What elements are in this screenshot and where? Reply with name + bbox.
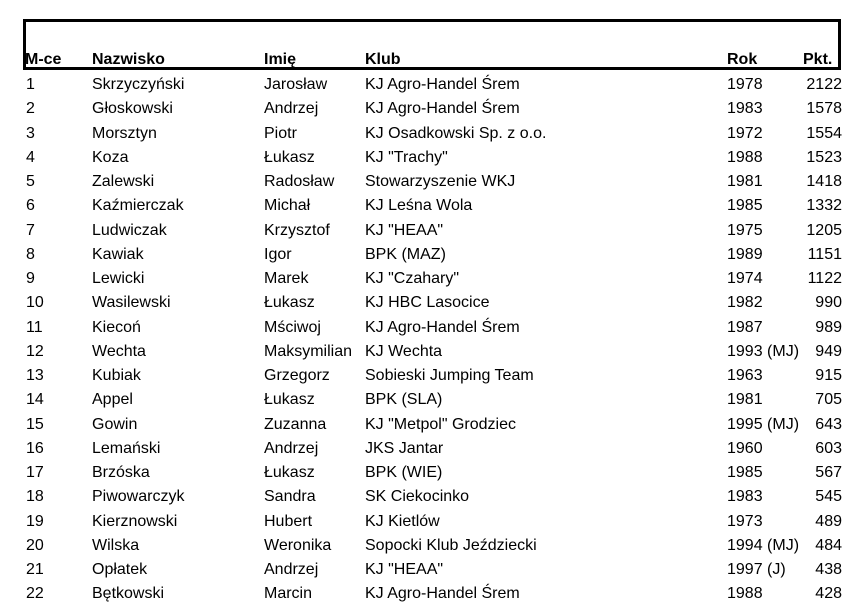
cell-club: SK Ciekocinko [365, 488, 470, 506]
cell-club: KJ "Czahary" [365, 270, 460, 287]
cell-club: KJ Leśna Wola [365, 197, 473, 215]
cell-surname: Skrzyczyński [92, 76, 185, 93]
cell-position: 3 [26, 124, 35, 142]
cell-year: 1981 [727, 391, 763, 409]
cell-first-name: Radosław [264, 173, 335, 190]
cell-position: 6 [26, 197, 35, 215]
cell-club: KJ HBC Lasocice [365, 294, 490, 312]
cell-surname: Lewicki [92, 270, 145, 287]
cell-surname: Gowin [92, 415, 138, 433]
header-position: M-ce [25, 51, 62, 68]
cell-position: 5 [26, 173, 35, 190]
cell-year: 1995 (MJ) [727, 415, 800, 433]
cell-year: 1983 [727, 100, 763, 118]
table-row [0, 461, 855, 485]
cell-points: 489 [815, 512, 842, 530]
cell-club: KJ "HEAA" [365, 561, 444, 578]
cell-year: 1994 (MJ) [727, 536, 800, 554]
cell-points: 949 [815, 342, 842, 360]
table-row [0, 534, 855, 558]
cell-year: 1972 [727, 124, 763, 142]
cell-points: 603 [815, 439, 842, 457]
cell-points: 1151 [807, 245, 842, 263]
table-row [0, 316, 855, 340]
cell-year: 1993 (MJ) [727, 342, 800, 360]
cell-position: 20 [26, 536, 44, 554]
cell-first-name: Andrzej [264, 561, 319, 578]
cell-points: 705 [815, 391, 842, 409]
cell-first-name: Sandra [264, 488, 316, 506]
cell-position: 7 [26, 221, 35, 239]
table-row [0, 510, 855, 534]
cell-surname: Opłatek [92, 561, 148, 578]
cell-position: 1 [26, 76, 35, 93]
table-row [0, 485, 855, 509]
cell-year: 1982 [727, 294, 763, 312]
cell-year: 1987 [727, 318, 763, 336]
table-row [0, 582, 855, 606]
cell-year: 1988 [727, 148, 763, 166]
cell-points: 1205 [806, 221, 842, 239]
cell-position: 10 [26, 294, 44, 312]
cell-surname: Bętkowski [92, 585, 165, 603]
table-row [0, 219, 855, 243]
cell-position: 2 [26, 100, 35, 118]
cell-position: 4 [26, 148, 35, 166]
cell-first-name: Marcin [264, 585, 313, 603]
cell-club: KJ Osadkowski Sp. z o.o. [365, 124, 547, 142]
cell-position: 18 [26, 488, 44, 506]
table-row [0, 364, 855, 388]
cell-position: 9 [26, 270, 35, 287]
cell-surname: Kubiak [92, 367, 141, 384]
table-row [0, 340, 855, 364]
cell-surname: Piwowarczyk [92, 488, 185, 506]
cell-points: 1332 [806, 197, 842, 215]
cell-first-name: Łukasz [264, 294, 315, 312]
cell-position: 8 [26, 245, 35, 263]
cell-club: KJ Wechta [365, 342, 443, 360]
cell-year: 1973 [727, 512, 763, 530]
header-year: Rok [727, 51, 758, 68]
cell-club: KJ "HEAA" [365, 221, 444, 239]
cell-club: KJ "Trachy" [365, 148, 448, 166]
cell-club: KJ Kietlów [365, 512, 440, 530]
cell-club: BPK (SLA) [365, 391, 443, 409]
table-row [0, 170, 855, 194]
cell-points: 1122 [807, 270, 842, 287]
cell-position: 14 [26, 391, 44, 409]
cell-club: KJ "Metpol" Grodziec [365, 415, 516, 433]
cell-points: 428 [815, 585, 842, 603]
cell-surname: Koza [92, 148, 129, 166]
cell-club: KJ Agro-Handel Śrem [365, 76, 520, 93]
cell-club: KJ Agro-Handel Śrem [365, 585, 520, 603]
cell-points: 989 [815, 318, 842, 336]
header-club: Klub [365, 51, 401, 68]
cell-position: 21 [26, 561, 44, 578]
table-row [0, 291, 855, 315]
cell-position: 16 [26, 439, 44, 457]
cell-club: Sopocki Klub Jeździecki [365, 536, 537, 554]
cell-first-name: Michał [264, 197, 311, 215]
cell-points: 2122 [806, 76, 842, 93]
cell-first-name: Mściwoj [264, 318, 321, 336]
cell-points: 643 [815, 415, 842, 433]
cell-first-name: Andrzej [264, 439, 319, 457]
cell-surname: Wechta [92, 342, 146, 360]
cell-first-name: Jarosław [264, 76, 328, 93]
cell-club: KJ Agro-Handel Śrem [365, 318, 520, 336]
cell-first-name: Marek [264, 270, 309, 287]
cell-first-name: Łukasz [264, 391, 315, 409]
cell-club: BPK (MAZ) [365, 245, 446, 263]
ranking-rows [0, 73, 855, 607]
cell-club: Sobieski Jumping Team [365, 367, 534, 384]
cell-year: 1985 [727, 197, 763, 215]
table-row [0, 146, 855, 170]
cell-first-name: Łukasz [264, 464, 315, 481]
cell-surname: Głoskowski [92, 100, 173, 118]
cell-first-name: Zuzanna [264, 415, 327, 433]
cell-year: 1981 [727, 173, 763, 190]
cell-year: 1974 [727, 270, 763, 287]
cell-position: 13 [26, 367, 44, 384]
cell-surname: Ludwiczak [92, 221, 167, 239]
cell-club: BPK (WIE) [365, 464, 443, 481]
cell-position: 15 [26, 415, 44, 433]
cell-year: 1963 [727, 367, 763, 384]
cell-club: Stowarzyszenie WKJ [365, 173, 516, 190]
cell-club: JKS Jantar [365, 439, 444, 457]
header-first-name: Imię [264, 51, 297, 68]
table-row [0, 558, 855, 582]
cell-surname: Appel [92, 391, 133, 409]
table-row [0, 73, 855, 97]
header-points: Pkt. [803, 51, 833, 68]
cell-first-name: Piotr [264, 124, 297, 142]
cell-points: 1523 [806, 148, 842, 166]
cell-position: 17 [26, 464, 44, 481]
cell-first-name: Hubert [264, 512, 313, 530]
cell-surname: Morsztyn [92, 124, 157, 142]
cell-first-name: Igor [264, 245, 292, 263]
cell-points: 1418 [806, 173, 842, 190]
table-row [0, 97, 855, 121]
cell-position: 22 [26, 585, 44, 603]
cell-points: 915 [815, 367, 842, 384]
cell-surname: Wasilewski [92, 294, 171, 312]
cell-position: 12 [26, 342, 44, 360]
cell-first-name: Łukasz [264, 148, 315, 166]
cell-points: 545 [815, 488, 842, 506]
table-row [0, 267, 855, 291]
cell-club: KJ Agro-Handel Śrem [365, 100, 520, 118]
table-row [0, 194, 855, 218]
table-row [0, 122, 855, 146]
cell-surname: Wilska [92, 536, 140, 554]
cell-surname: Zalewski [92, 173, 155, 190]
cell-surname: Lemański [92, 439, 161, 457]
cell-surname: Kawiak [92, 245, 144, 263]
cell-points: 1578 [806, 100, 842, 118]
cell-year: 1978 [727, 76, 763, 93]
cell-points: 438 [815, 561, 842, 578]
cell-points: 484 [815, 536, 842, 554]
cell-position: 11 [26, 318, 43, 336]
cell-year: 1985 [727, 464, 763, 481]
cell-year: 1997 (J) [727, 561, 786, 578]
table-row [0, 413, 855, 437]
cell-points: 990 [815, 294, 842, 312]
cell-surname: Kaźmierczak [92, 197, 184, 215]
cell-points: 567 [815, 464, 842, 481]
cell-year: 1988 [727, 585, 763, 603]
cell-first-name: Weronika [264, 536, 332, 554]
cell-first-name: Grzegorz [264, 367, 330, 384]
cell-year: 1983 [727, 488, 763, 506]
cell-year: 1975 [727, 221, 763, 239]
cell-year: 1960 [727, 439, 763, 457]
cell-first-name: Maksymilian [264, 342, 353, 360]
cell-points: 1554 [806, 124, 842, 142]
table-row [0, 388, 855, 412]
cell-surname: Brzóska [92, 464, 150, 481]
cell-year: 1989 [727, 245, 763, 263]
table-row [0, 437, 855, 461]
cell-surname: Kiecoń [92, 318, 141, 336]
cell-surname: Kierznowski [92, 512, 178, 530]
cell-first-name: Krzysztof [264, 221, 330, 239]
table-row [0, 243, 855, 267]
cell-first-name: Andrzej [264, 100, 319, 118]
cell-position: 19 [26, 512, 44, 530]
header-surname: Nazwisko [92, 51, 165, 68]
